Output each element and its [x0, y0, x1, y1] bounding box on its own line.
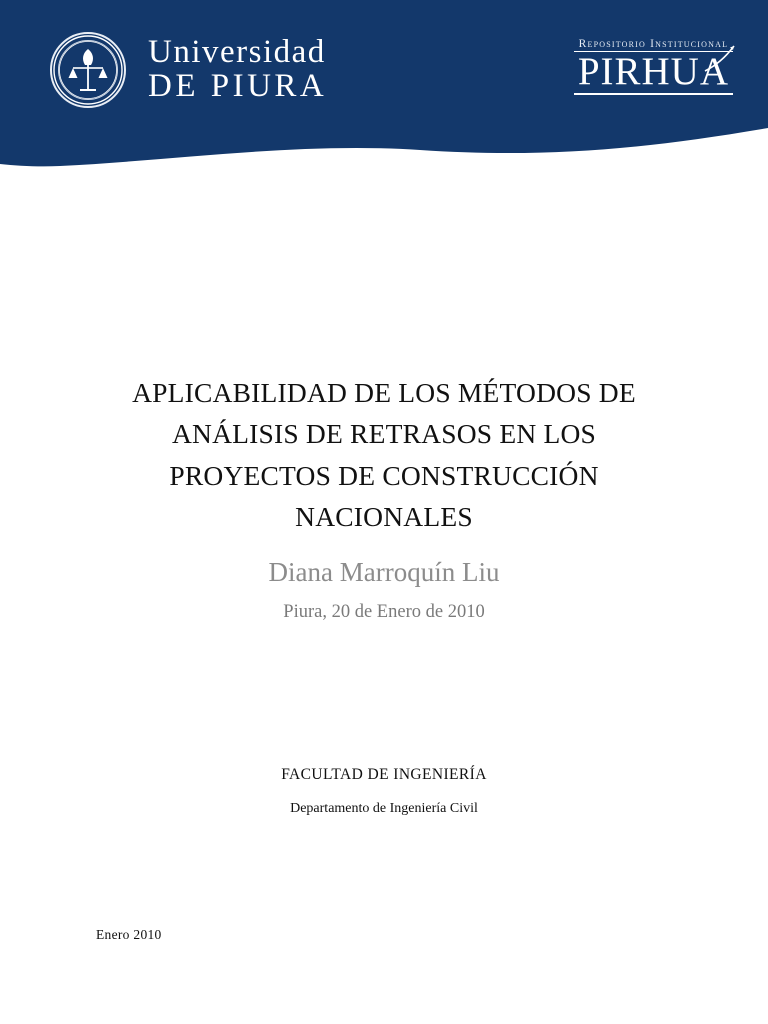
page-title: APLICABILIDAD DE LOS MÉTODOS DE ANÁLISIS DE RETRASOS EN LOS PROYECTOS DE CONSTRUCCIÓN NACIONALES	[132, 377, 636, 532]
repository-label: Repositorio Institucional	[578, 38, 729, 50]
university-seal-icon	[50, 32, 126, 108]
faculty-name: FACULTAD DE INGENIERÍA	[281, 766, 487, 783]
department-name: Departamento de Ingeniería Civil	[290, 801, 478, 816]
swoosh-icon	[703, 44, 737, 74]
seal-glyph-icon	[52, 34, 124, 106]
author-name: Diana Marroquín Liu	[268, 557, 500, 587]
university-name-line2: DE PIURA	[148, 68, 328, 104]
repository-logo	[574, 38, 733, 95]
university-name	[148, 36, 327, 103]
place-and-date: Piura, 20 de Enero de 2010	[283, 602, 485, 622]
repository-name: PIRHUA	[574, 51, 733, 95]
footer-date: Enero 2010	[96, 927, 162, 942]
title-block	[0, 372, 768, 623]
faculty-block	[0, 766, 768, 817]
university-logo	[50, 32, 327, 108]
header-content	[0, 0, 768, 140]
university-name-line1: Universidad	[148, 34, 326, 71]
